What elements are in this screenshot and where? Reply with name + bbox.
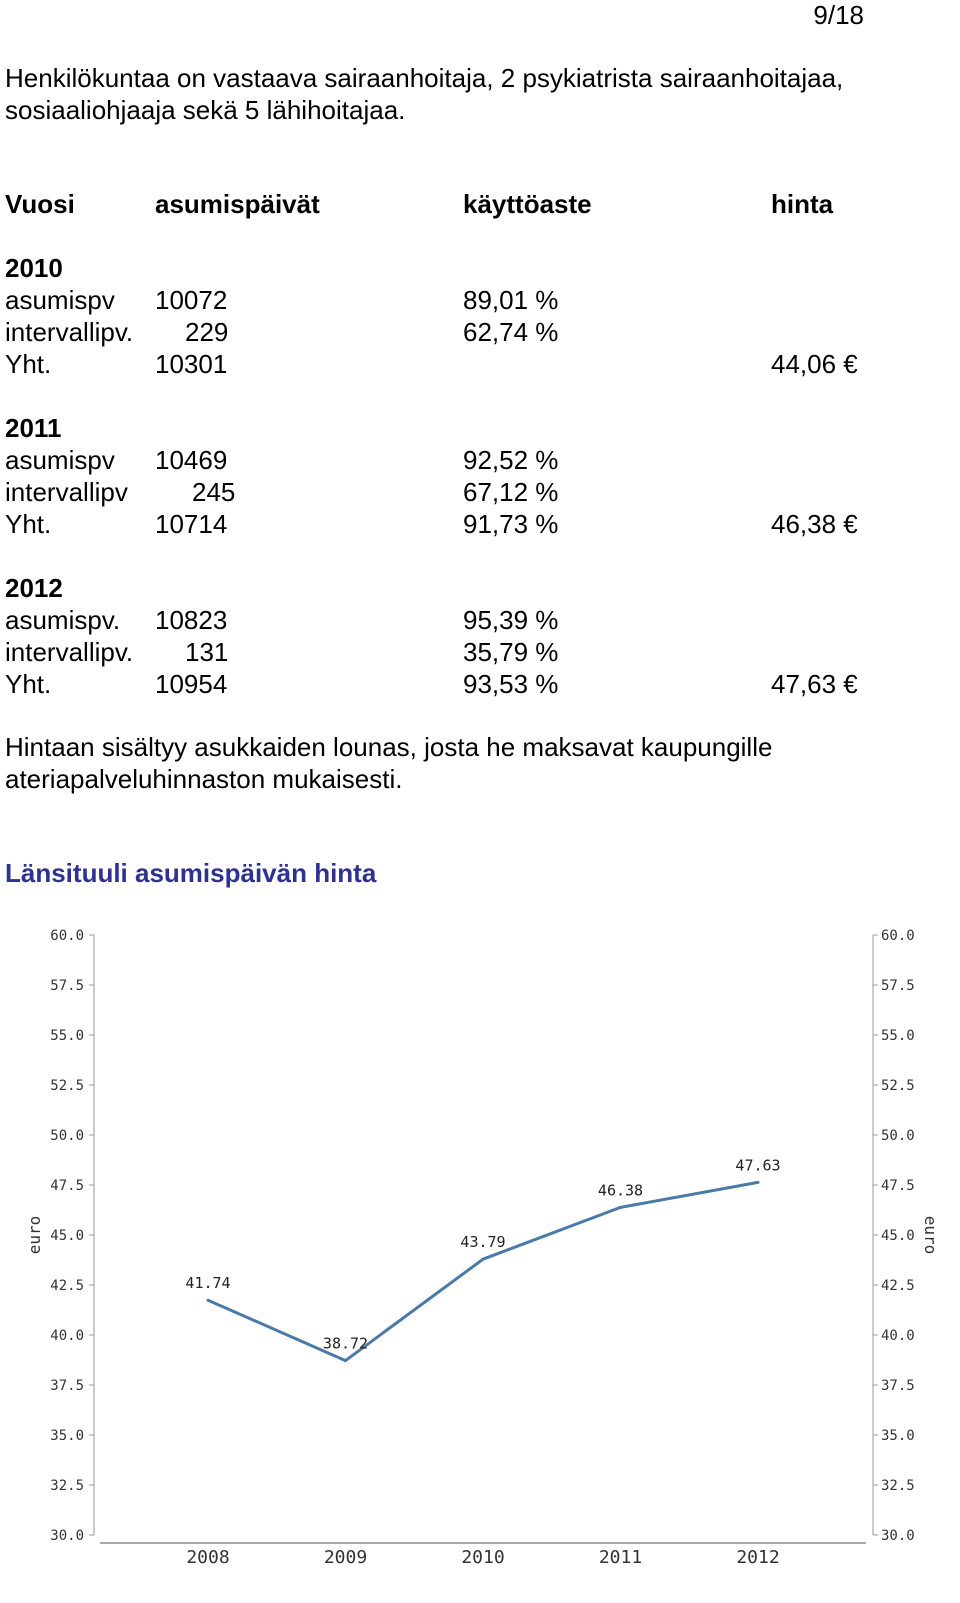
year-2011: 2011	[5, 413, 62, 443]
row-price: 44,06 €	[771, 349, 858, 379]
y-axis-title-left: euro	[25, 1215, 44, 1255]
data-label: 38.72	[322, 1334, 369, 1353]
y-tick-label-right: 55.0	[881, 1028, 915, 1044]
row-utilization: 62,74 %	[463, 317, 559, 347]
data-label: 46.38	[597, 1181, 644, 1200]
row-label: Yht.	[5, 669, 52, 699]
data-point	[344, 1359, 347, 1362]
y-tick-label-right: 35.0	[881, 1428, 915, 1444]
row-label: Yht.	[5, 509, 52, 539]
y-tick-label-right: 45.0	[881, 1228, 915, 1244]
y-tick-label-left: 60.0	[50, 928, 84, 944]
row-price: 47,63 €	[771, 669, 858, 699]
row-days: 229	[185, 317, 229, 347]
y-tick-label-left: 30.0	[50, 1528, 84, 1544]
row-days: 10954	[155, 669, 228, 699]
chart-heading: Länsituuli asumispäivän hinta	[5, 858, 377, 888]
data-point	[619, 1206, 622, 1209]
row-utilization: 67,12 %	[463, 477, 559, 507]
x-tick-label: 2011	[598, 1547, 643, 1568]
y-tick-label-right: 50.0	[881, 1128, 915, 1144]
y-tick-label-right: 42.5	[881, 1278, 915, 1294]
row-days: 245	[192, 477, 236, 507]
y-tick-label-right: 52.5	[881, 1078, 915, 1094]
y-tick-label-left: 57.5	[50, 978, 84, 994]
y-tick-label-left: 47.5	[50, 1178, 84, 1194]
y-tick-label-right: 32.5	[881, 1478, 915, 1494]
y-tick-label-left: 32.5	[50, 1478, 84, 1494]
year-2012: 2012	[5, 573, 63, 603]
header-year: Vuosi	[5, 189, 75, 219]
series-line	[208, 1182, 758, 1360]
header-price: hinta	[771, 189, 834, 219]
y-tick-label-right: 47.5	[881, 1178, 915, 1194]
data-point	[757, 1181, 760, 1184]
data-label: 43.79	[460, 1233, 506, 1252]
row-label: asumispv	[5, 445, 115, 475]
row-label: asumispv.	[5, 605, 121, 635]
header-utilization: käyttöaste	[463, 189, 592, 219]
y-tick-label-left: 42.5	[50, 1278, 84, 1294]
x-tick-label: 2008	[186, 1547, 230, 1568]
row-utilization: 91,73 %	[463, 509, 559, 539]
row-days: 10714	[155, 509, 228, 539]
row-label: intervallipv.	[5, 317, 134, 347]
y-tick-label-left: 50.0	[50, 1128, 84, 1144]
row-days: 10301	[155, 349, 228, 379]
y-tick-label-left: 55.0	[50, 1028, 84, 1044]
row-price: 46,38 €	[771, 509, 858, 539]
y-tick-label-left: 52.5	[50, 1078, 84, 1094]
y-tick-label-left: 45.0	[50, 1228, 84, 1244]
price-line-chart	[0, 915, 960, 1603]
y-tick-label-left: 37.5	[50, 1378, 84, 1394]
y-tick-label-right: 57.5	[881, 978, 915, 994]
y-tick-label-right: 37.5	[881, 1378, 915, 1394]
year-2010: 2010	[5, 253, 63, 283]
row-days: 10072	[155, 285, 228, 315]
data-point	[207, 1299, 210, 1302]
row-utilization: 89,01 %	[463, 285, 559, 315]
page-number: 9/18	[813, 0, 864, 30]
y-tick-label-left: 35.0	[50, 1428, 84, 1444]
row-utilization: 95,39 %	[463, 605, 559, 635]
row-label: intervallipv	[5, 477, 128, 507]
y-tick-label-left: 40.0	[50, 1328, 84, 1344]
row-utilization: 35,79 %	[463, 637, 559, 667]
y-tick-label-right: 40.0	[881, 1328, 915, 1344]
y-tick-label-right: 30.0	[881, 1528, 915, 1544]
row-utilization: 92,52 %	[463, 445, 559, 475]
y-tick-label-right: 60.0	[881, 928, 915, 944]
intro-paragraph: Henkilökuntaa on vastaava sairaanhoitaja, 2 psykiatrista sairaanhoitajaa, sosiaaliohjaaja sekä 5 lähihoitajaa.	[5, 63, 844, 125]
data-label: 41.74	[185, 1274, 231, 1293]
y-axis-title-right: euro	[921, 1215, 940, 1255]
note-paragraph: Hintaan sisältyy asukkaiden lounas, josta he maksavat kaupungille ateriapalveluhinnaston mukaisesti.	[5, 732, 773, 794]
data-point	[482, 1258, 485, 1261]
x-tick-label: 2009	[323, 1547, 368, 1568]
data-label: 47.63	[735, 1156, 781, 1175]
x-tick-label: 2012	[736, 1547, 780, 1568]
x-tick-label: 2010	[461, 1547, 505, 1568]
row-label: asumispv	[5, 285, 115, 315]
row-days: 10469	[155, 445, 228, 475]
row-label: intervallipv.	[5, 637, 134, 667]
row-utilization: 93,53 %	[463, 669, 559, 699]
row-days: 131	[185, 637, 229, 667]
row-label: Yht.	[5, 349, 52, 379]
header-residence-days: asumispäivät	[155, 189, 320, 219]
row-days: 10823	[155, 605, 228, 635]
